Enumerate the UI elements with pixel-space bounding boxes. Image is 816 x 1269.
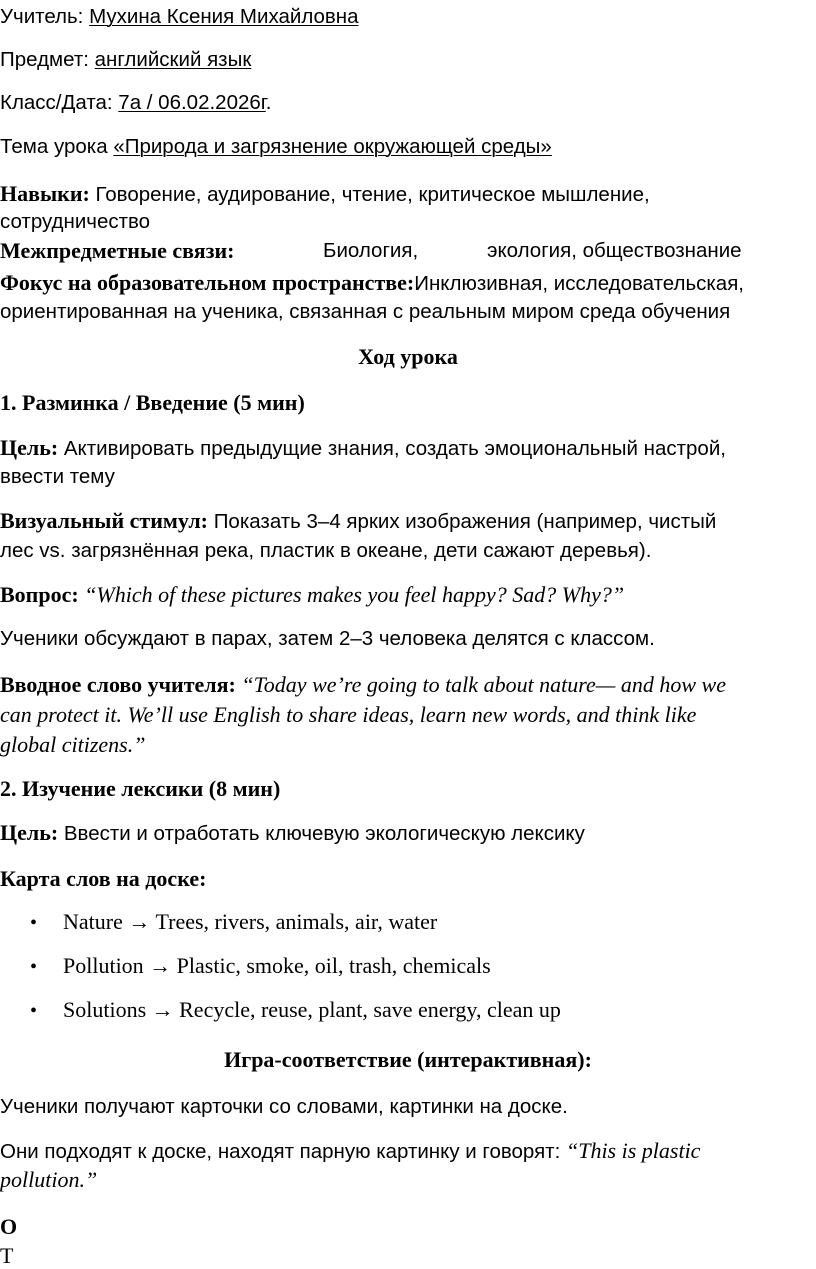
question-label: Вопрос: xyxy=(0,582,79,607)
skills-text-1: Говорение, аудирование, чтение, критическое мышление, xyxy=(89,183,650,206)
teacher-intro-line-1 xyxy=(0,672,726,698)
subject-label: Предмет: xyxy=(0,48,89,71)
focus-line-2: ориентированная на ученика, связанная с реальным миром среда обучения xyxy=(0,300,731,323)
section1-goal-label: Цель: xyxy=(0,435,59,460)
focus-label: Фокус на образовательном пространстве: xyxy=(0,270,415,295)
visual-stimulus-line-2: лес vs. загрязнённая река, пластик в океане, дети сажают деревья). xyxy=(0,539,652,562)
teacher-line xyxy=(0,4,359,30)
topic-label: Тема урока xyxy=(0,135,114,158)
section1-goal-text-1: Активировать предыдущие знания, создать эмоциональный настрой, xyxy=(58,437,726,460)
class-date-line xyxy=(0,90,271,116)
subject-line xyxy=(0,47,251,73)
topic-line xyxy=(0,134,552,160)
discussion-line: Ученики обсуждают в парах, затем 2–3 человека делятся с классом. xyxy=(0,627,655,650)
list-item: Solutions → Recycle, reuse, plant, save energy, clean up xyxy=(63,997,561,1022)
section1-goal-line-2: ввести тему xyxy=(0,465,115,488)
matching-game-quote: “This is plastic xyxy=(565,1138,701,1163)
section1-goal-line-1 xyxy=(0,435,726,462)
teacher-intro-text-1: “Today we’re going to talk about nature— and how we xyxy=(235,672,726,697)
class-date-value: 7а / 06.02.2026г xyxy=(118,91,266,114)
class-date-label: Класс/Дата: xyxy=(0,91,113,114)
teacher-intro-line-3: global citizens.” xyxy=(0,732,146,757)
matching-game-line-2 xyxy=(0,1138,700,1165)
section2-goal-label: Цель: xyxy=(0,820,59,845)
teacher-intro-line-2: can protect it. We’ll use English to share ideas, learn new words, and think like xyxy=(0,702,697,727)
interdisciplinary-item-1: Биология, xyxy=(323,239,419,262)
teacher-name: Мухина Ксения Михайловна xyxy=(89,5,359,28)
matching-game-title: Игра-соответствие (интерактивная): xyxy=(224,1047,592,1072)
visual-stimulus-line-1 xyxy=(0,508,716,535)
cut-off-text-1: О xyxy=(0,1214,18,1239)
bullet-icon: • xyxy=(30,912,38,934)
lesson-title: Ход урока xyxy=(358,344,458,369)
bullet-icon: • xyxy=(30,956,38,978)
visual-stimulus-text-1: Показать 3–4 ярких изображения (например, чистый xyxy=(208,510,717,533)
section1-heading: 1. Разминка / Введение (5 мин) xyxy=(0,390,305,415)
teacher-label: Учитель: xyxy=(0,5,84,28)
matching-game-line-1: Ученики получают карточки со словами, картинки на доске. xyxy=(0,1095,568,1118)
interdisciplinary-label: Межпредметные связи: xyxy=(0,238,235,263)
visual-stimulus-label: Визуальный стимул: xyxy=(0,508,208,533)
word-map-label: Карта слов на доске: xyxy=(0,866,207,891)
focus-text-1: Инклюзивная, исследовательская, xyxy=(414,272,745,295)
list-item: Pollution → Plastic, smoke, oil, trash, chemicals xyxy=(63,953,491,978)
bullet-icon: • xyxy=(30,1000,38,1022)
question-text: “Which of these pictures makes you feel happy? Sad? Why?” xyxy=(78,582,625,607)
section2-heading: 2. Изучение лексики (8 мин) xyxy=(0,776,281,801)
skills-label: Навыки: xyxy=(0,181,90,206)
cut-off-text-2: Т xyxy=(0,1243,14,1268)
subject-value: английский язык xyxy=(94,48,252,71)
list-item: Nature → Trees, rivers, animals, air, water xyxy=(63,909,438,934)
matching-game-line-3: pollution.” xyxy=(0,1167,98,1192)
class-date-suffix: . xyxy=(265,91,272,114)
interdisciplinary-item-2: экология, обществознание xyxy=(487,239,742,262)
section2-goal-line xyxy=(0,820,585,847)
question-line xyxy=(0,582,624,608)
skills-line-2: сотрудничество xyxy=(0,210,151,233)
section2-goal-text: Ввести и отработать ключевую экологическую лексику xyxy=(58,822,585,845)
focus-line-1 xyxy=(0,270,744,297)
matching-game-line-2-text: Они подходят к доске, находят парную картинку и говорят: xyxy=(0,1140,566,1163)
teacher-intro-label: Вводное слово учителя: xyxy=(0,672,236,697)
skills-line-1 xyxy=(0,181,650,208)
topic-value: «Природа и загрязнение окружающей среды» xyxy=(113,135,552,158)
